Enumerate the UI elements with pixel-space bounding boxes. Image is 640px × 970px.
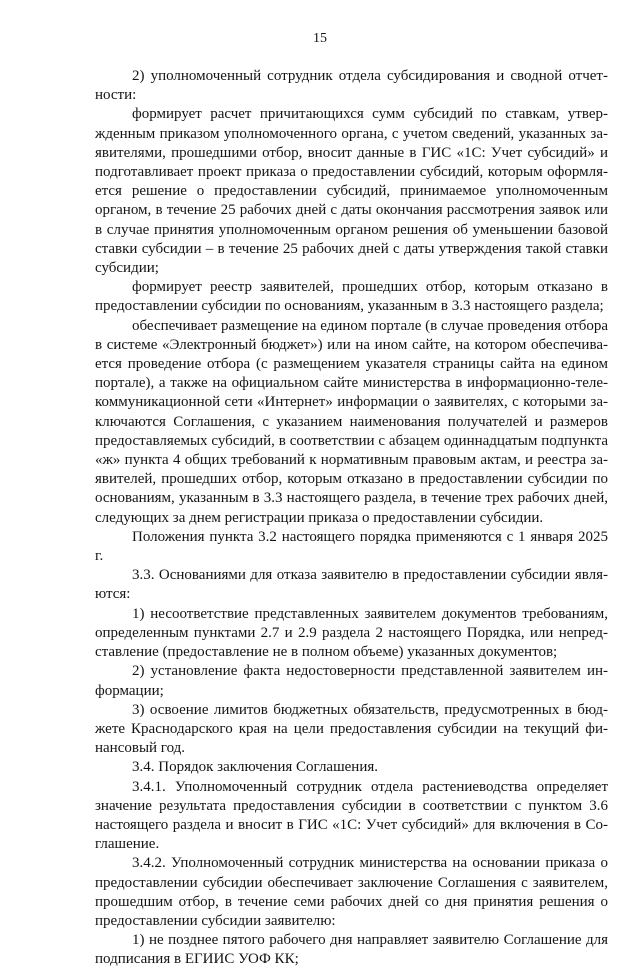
paragraph: формирует реестр заявителей, прошедших отбор, которым отказано в предоставлении субсидии по основаниям, указанным в 3.3 настоящего раздела; <box>95 279 608 315</box>
paragraph: 1) несоответствие представленных заявителем документов требованиям, определенным пунктами 2.7 и 2.9 раздела 2 настоящего Порядка, или непредставление (предоставление не в полном объеме) указанных документов; <box>95 605 608 661</box>
paragraph: 3.4.2. Уполномоченный сотрудник министерства на основании приказа о предоставлении субсидии обеспечивает заключение Соглашения с заявителем, прошедшим отбор, в течение семи рабочих дней со дня принятия решения о предоставлении субсидии заявителю: <box>95 855 608 929</box>
document-body <box>95 67 608 970</box>
paragraph: формирует расчет причитающихся сумм субсидий по ставкам, утвержденным приказом уполномоченного органа, с учетом сведений, указанных заявителями, прошедшими отбор, вносит данные в ГИС «1С: Учет субсидий» и подготавливает проект приказа о предоставлении субсидий, которым оформляется решение о предоставлении субсидий, принимаемое уполномоченным органом, в течение 25 рабочих дней с даты окончания рассмотрения заявок или в случае принятия уполномоченным органом решения об уменьшении базовой ставки субсидии – в течение 25 рабочих дней с даты утверждения такой ставки субсидии; <box>95 106 608 277</box>
paragraph: Положения пункта 3.2 настоящего порядка применяются с 1 января 2025 г. <box>95 528 608 565</box>
paragraph: 3.4. Порядок заключения Соглашения. <box>132 759 378 776</box>
paragraph: 2) уполномоченный сотрудник отдела субсидирования и сводной отчетности: <box>95 68 608 104</box>
paragraph: 3.3. Основаниями для отказа заявителю в предоставлении субсидии являются: <box>95 567 608 603</box>
paragraph: 2) установление факта недостоверности представленной заявителем информации; <box>95 663 608 699</box>
paragraph: 3) освоение лимитов бюджетных обязательств, предусмотренных в бюджете Краснодарского края на цели предоставления субсидии на текущий финансовый год. <box>95 701 608 757</box>
paragraph: 3.4.1. Уполномоченный сотрудник отдела растениеводства определяет значение результата предоставления субсидии в соответствии с пунктом 3.6 настоящего раздела и вносит в ГИС «1С: Учет субсидий» для включения в Соглашение. <box>95 778 608 853</box>
paragraph: обеспечивает размещение на едином портале (в случае проведения отбора в системе «Электронный бюджет») или на ином сайте, на котором обеспечивается проведение отбора (с размещением указателя страницы сайта на едином портале), а также на официальном сайте министерства в информационно-телекоммуникационной сети «Интернет» информации о заявителях, с которыми заключаются Соглашения, с указанием наименования получателей и размеров предоставляемых субсидий, в соответствии с абзацем одиннадцатым подпункта «ж» пункта 4 общих требований к нормативным правовым актам, и реестра заявителей, прошедших отбор, которым отказано в предоставлении субсидии по основаниям, указанным в 3.3 настоящего раздела, в течение трех рабочих дней, следующих за днем регистрации приказа о предоставлении субсидии. <box>95 317 608 526</box>
page-number: 15 <box>313 31 327 46</box>
paragraph: 1) не позднее пятого рабочего дня направляет заявителю Соглашение для подписания в ЕГИИС УОФ КК; <box>95 932 608 968</box>
